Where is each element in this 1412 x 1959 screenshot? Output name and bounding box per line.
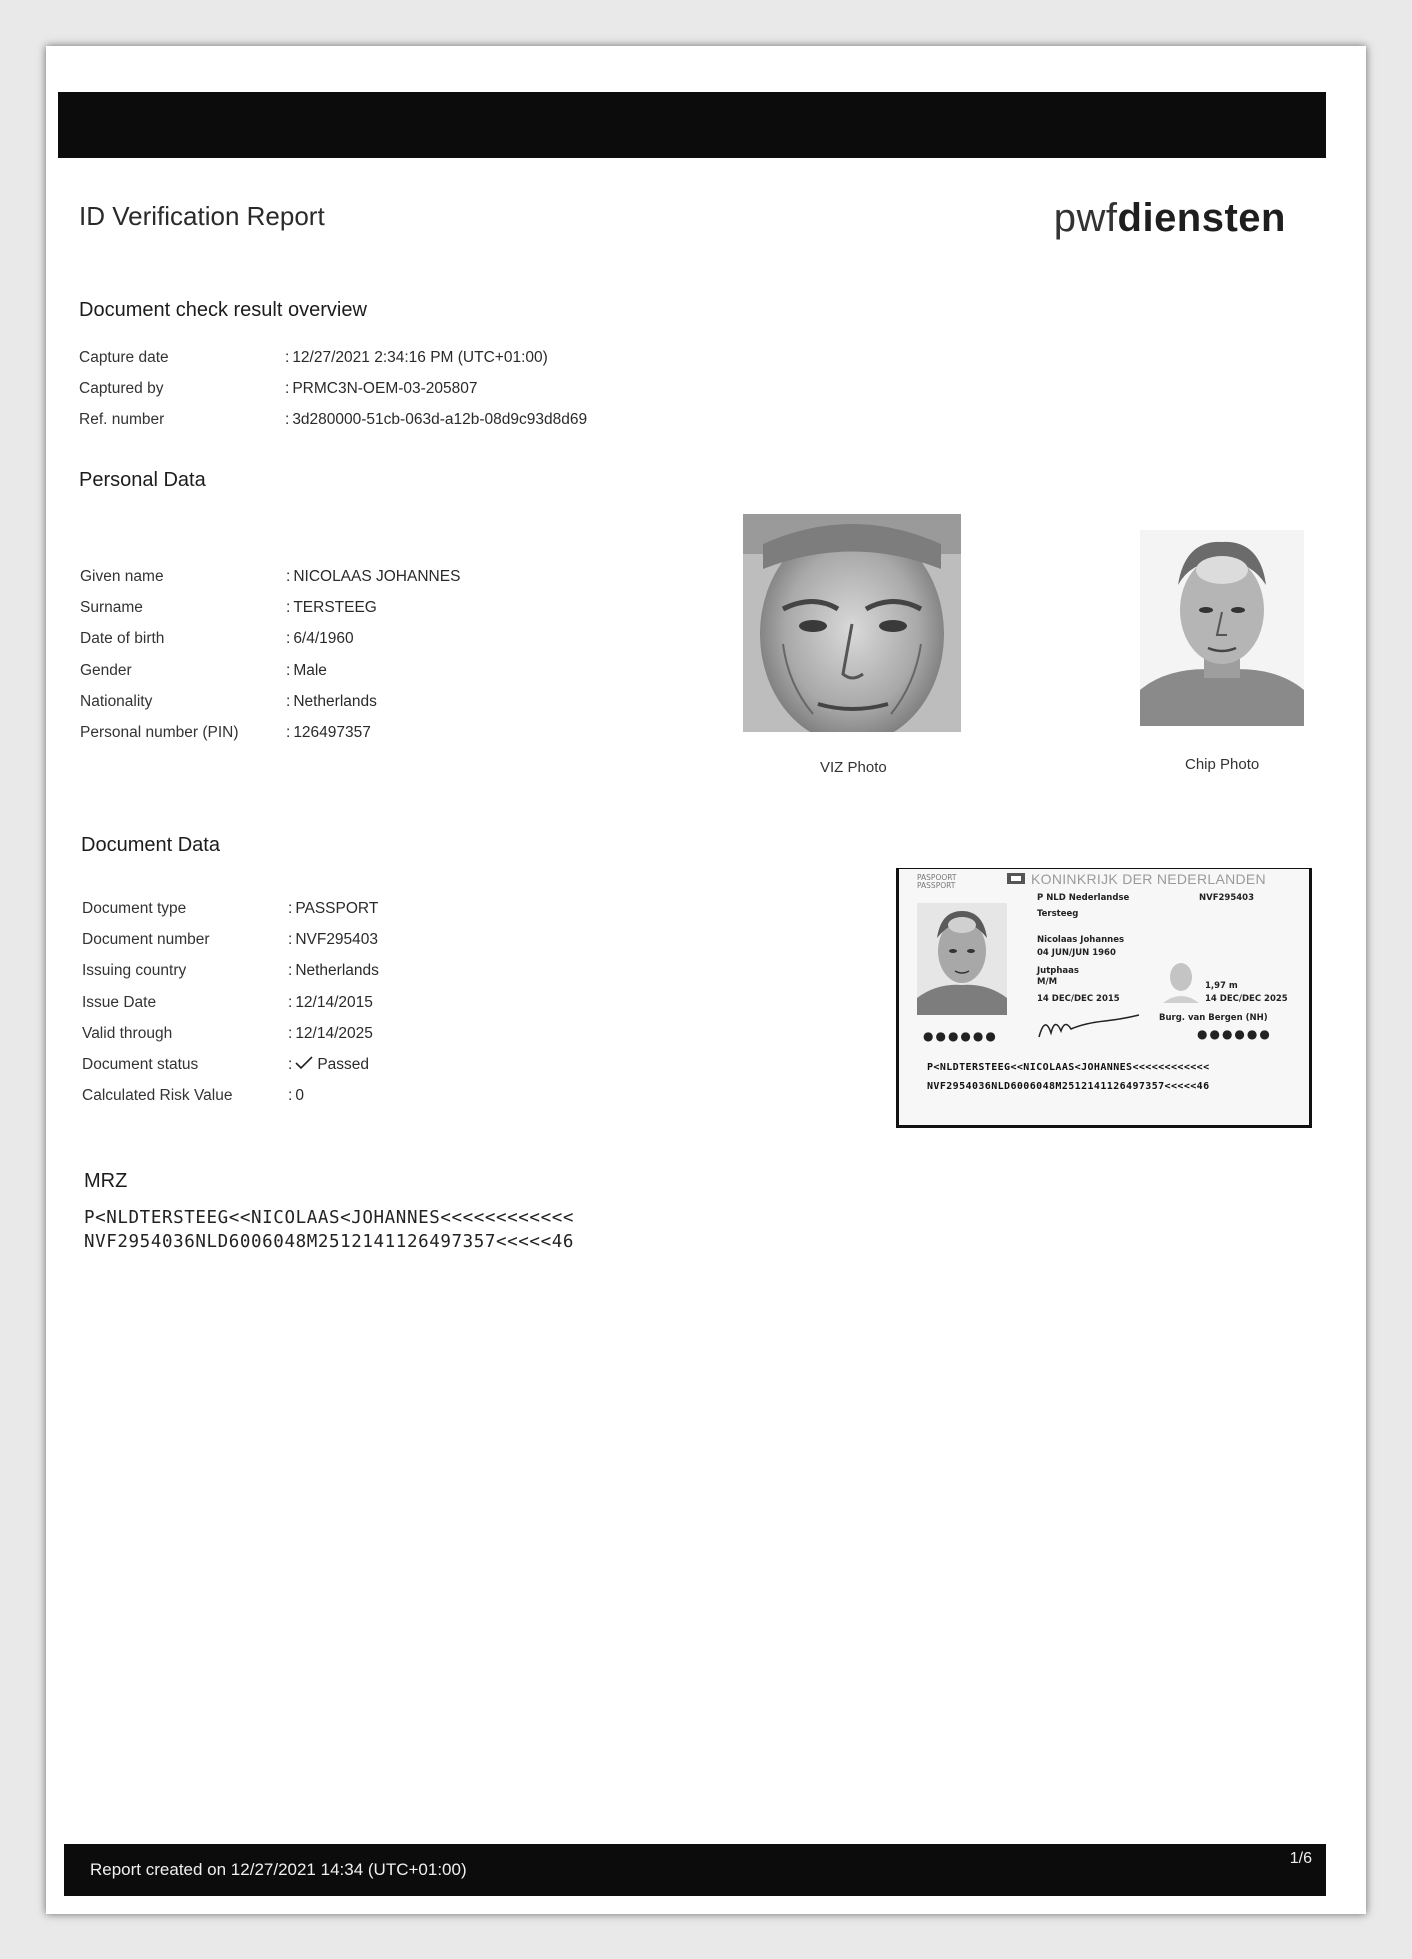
personal-row-gender: Gender : Male [80,661,327,679]
field-label: Captured by [79,379,164,397]
gender-value: Male [293,661,327,679]
risk-value: 0 [295,1087,304,1105]
company-logo [1054,196,1286,241]
given-name-value: NICOLAAS JOHANNES [293,567,461,585]
personal-data-table [80,561,460,749]
document-row-risk: Calculated Risk Value : 0 [82,1087,304,1105]
viz-photo-caption: VIZ Photo [820,759,887,776]
mrz-line-1: P<NLDTERSTEEG<<NICOLAAS<JOHANNES<<<<<<<<<<<< [84,1208,574,1228]
dob-value: 6/4/1960 [293,630,354,648]
nationality-value: Netherlands [293,692,377,710]
document-number-value: NVF295403 [295,930,379,948]
field-label: Issuing country [82,962,187,980]
passport-dob: 04 JUN/JUN 1960 [1037,948,1116,958]
footer-bar [64,1844,1326,1896]
field-label: Document number [82,930,210,948]
personal-data-heading: Personal Data [79,469,206,491]
document-row-type: Document type : PASSPORT [82,899,379,917]
personal-row-nationality: Nationality : Netherlands [80,692,377,710]
document-row-number: Document number : NVF295403 [82,930,379,948]
passport-mrz-line-1: P<NLDTERSTEEG<<NICOLAAS<JOHANNES<<<<<<<<<<<< [927,1062,1210,1073]
field-label: Ref. number [79,411,165,429]
passport-sex: M/M [1037,977,1058,987]
field-label: Capture date [79,348,169,366]
document-row-valid-through: Valid through : 12/14/2025 [82,1024,373,1042]
report-page [46,46,1366,1914]
overview-row-captured-by: Captured by : PRMC3N-OEM-03-205807 [79,379,478,397]
document-type-value: PASSPORT [295,899,379,917]
captured-by-value: PRMC3N-OEM-03-205807 [292,379,478,397]
overview-heading: Document check result overview [79,299,367,321]
passport-security-dots: ●●●●●● [923,1029,998,1043]
document-data-table [82,893,379,1112]
field-label: Document type [82,899,187,917]
issuing-country-value: Netherlands [295,962,379,980]
personal-row-pin: Personal number (PIN) : 126497357 [80,724,371,742]
field-label: Nationality [80,692,153,710]
logo-bold: diensten [1117,196,1286,240]
field-label: Gender [80,661,132,679]
document-row-status: Document status : Passed [82,1056,370,1074]
viz-photo [743,514,961,732]
passport-authority: Burg. van Bergen (NH) [1159,1013,1268,1023]
report-created-text: Report created on 12/27/2021 14:34 (UTC+01:00) [90,1860,467,1879]
logo-regular: pwf [1053,196,1118,240]
overview-row-capture-date: Capture date : 12/27/2021 2:34:16 PM (UTC+01:00) [79,348,548,366]
field-label: Calculated Risk Value [82,1087,233,1105]
field-label: Personal number (PIN) [80,724,239,742]
passport-type-line: P NLD Nederlandse [1037,893,1130,903]
passport-image: PASPOORT PASSPORT KONINKRIJK DER NEDERLANDEN P NLD Nederlandse NVF295403 Tersteeg Nicolaas Johannes 04 JUN/JUN 1960 Jutphaas M/M 1,97 m 14 DEC/DEC 2015 14 DEC/DEC 2025 Burg. van Bergen (NH) ●●●●●● ●●●●●● P<NLDTERSTEEG<<NICOLAAS<JOHANNES<<<<<<<<<<<< NVF2954036NLD6006048M2512141126497357<<<<<46 [896,868,1312,1128]
capture-date-value: 12/27/2021 2:34:16 PM (UTC+01:00) [292,348,548,366]
header-bar [58,92,1326,158]
field-label: Date of birth [80,630,165,648]
issue-date-value: 12/14/2015 [295,993,373,1011]
passport-portrait [917,903,1007,1015]
chip-photo [1140,530,1304,726]
mrz-line-2: NVF2954036NLD6006048M2512141126497357<<<<<46 [84,1232,574,1252]
ref-number-value: 3d280000-51cb-063d-a12b-08d9c93d8d69 [292,411,588,429]
report-title: ID Verification Report [79,201,325,231]
pin-value: 126497357 [293,724,371,742]
passport-height: 1,97 m [1205,981,1238,991]
passport-given-names: Nicolaas Johannes [1037,935,1125,945]
document-status-value: Passed [317,1056,370,1074]
field-label: Given name [80,567,164,585]
flag-icon [1007,873,1025,884]
passport-ghost-image [1161,957,1201,1003]
passport-security-dots-right: ●●●●●● [1197,1027,1272,1041]
field-label: Issue Date [82,993,157,1011]
passport-surname: Tersteeg [1037,909,1079,919]
chip-photo-caption: Chip Photo [1185,756,1260,773]
document-data-heading: Document Data [81,834,220,856]
surname-value: TERSTEEG [293,598,377,616]
passport-signature [1035,1009,1145,1043]
mrz-heading: MRZ [84,1170,128,1192]
mrz-block [84,1206,574,1254]
document-row-issue-date: Issue Date : 12/14/2015 [82,993,373,1011]
overview-table [79,342,587,436]
field-label: Valid through [82,1024,173,1042]
page-number: 1/6 [1289,1850,1312,1867]
overview-row-ref-number: Ref. number : 3d280000-51cb-063d-a12b-08d9c93d8d69 [79,411,588,429]
passport-header: KONINKRIJK DER NEDERLANDEN [1031,871,1266,887]
passport-mrz-line-2: NVF2954036NLD6006048M2512141126497357<<<<<46 [927,1081,1210,1092]
passport-doc-number: NVF295403 [1199,893,1254,903]
passport-place-of-birth: Jutphaas [1037,966,1079,976]
checkmark-icon [295,1056,313,1070]
valid-through-value: 12/14/2025 [295,1024,373,1042]
personal-row-given-name: Given name : NICOLAAS JOHANNES [80,567,461,585]
passport-expiry-date: 14 DEC/DEC 2025 [1205,994,1288,1004]
field-label: Document status [82,1056,199,1074]
document-row-issuing-country: Issuing country : Netherlands [82,962,379,980]
personal-row-dob: Date of birth : 6/4/1960 [80,630,354,648]
field-label: Surname [80,598,143,616]
passport-issue-date: 14 DEC/DEC 2015 [1037,994,1120,1004]
personal-row-surname: Surname : TERSTEEG [80,598,377,616]
